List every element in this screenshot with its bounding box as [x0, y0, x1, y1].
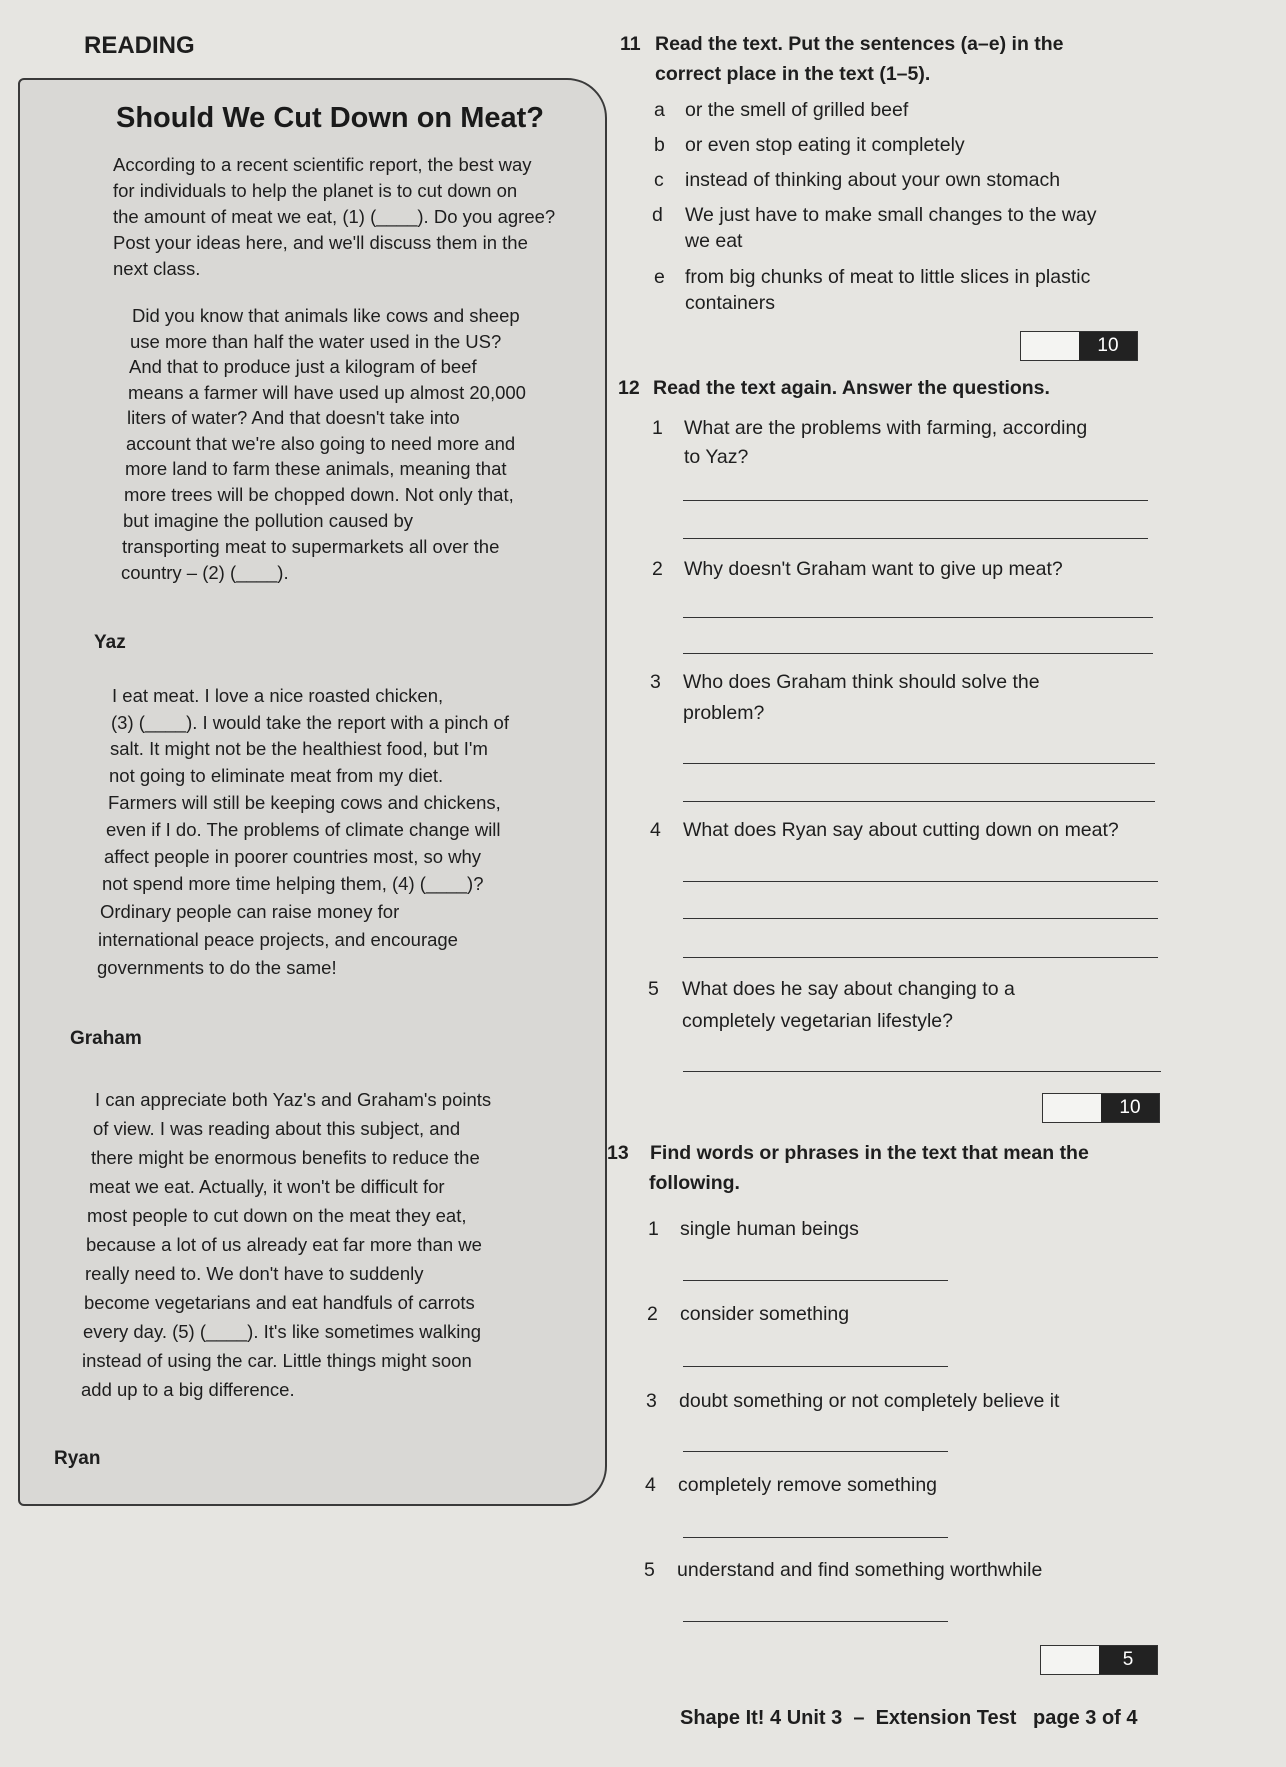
author-graham: Graham [70, 1028, 142, 1049]
score-box-12 [1042, 1093, 1160, 1123]
exercise-11-number: 11 [620, 33, 641, 55]
question-text: What are the problems with farming, according [684, 417, 1088, 439]
score-total: 5 [1099, 1646, 1157, 1674]
answer-line[interactable] [683, 1071, 1161, 1072]
ryan-line: because a lot of us already eat far more than we [86, 1234, 482, 1255]
ryan-line: I can appreciate both Yaz's and Graham's points [95, 1089, 492, 1110]
yaz-line: transporting meat to supermarkets all over the [122, 536, 500, 557]
answer-line[interactable] [683, 1537, 948, 1538]
graham-line: Ordinary people can raise money for [100, 901, 400, 922]
score-box-13 [1040, 1645, 1158, 1675]
option-text: we eat [685, 230, 743, 252]
intro-line: Post your ideas here, and we'll discuss them in the [113, 232, 528, 253]
item-text: single human beings [680, 1218, 859, 1240]
option-text: containers [685, 292, 775, 314]
question-text: Who does Graham think should solve the [683, 671, 1040, 693]
answer-line[interactable] [683, 1280, 948, 1281]
yaz-line: country – (2) (____). [121, 562, 289, 583]
graham-line: (3) (____). I would take the report with a pinch of [111, 712, 509, 733]
section-title: READING [84, 32, 195, 59]
answer-line[interactable] [683, 1366, 948, 1367]
question-text: What does he say about changing to a [682, 978, 1015, 1000]
ryan-line: most people to cut down on the meat they eat, [87, 1205, 467, 1226]
ryan-line: instead of using the car. Little things might soon [82, 1350, 472, 1371]
yaz-line: use more than half the water used in the US? [130, 331, 502, 352]
item-text: completely remove something [678, 1474, 938, 1496]
question-text: to Yaz? [684, 446, 749, 468]
exercise-11-instruction: Read the text. Put the sentences (a–e) in the [655, 33, 1064, 55]
item-text: doubt something or not completely believe it [679, 1390, 1060, 1412]
score-total: 10 [1079, 332, 1137, 360]
graham-line: affect people in poorer countries most, so why [104, 846, 482, 867]
answer-line[interactable] [683, 617, 1153, 618]
score-box-11 [1020, 331, 1138, 361]
answer-line[interactable] [683, 763, 1155, 764]
yaz-line: means a farmer will have used up almost 20,000 [128, 382, 526, 403]
score-input[interactable] [1043, 1094, 1101, 1122]
graham-line: international peace projects, and encourage [98, 929, 458, 950]
answer-line[interactable] [683, 918, 1158, 919]
question-text: Why doesn't Graham want to give up meat? [684, 558, 1063, 580]
intro-line: next class. [113, 258, 201, 279]
item-number: 2 [647, 1303, 658, 1325]
answer-line[interactable] [683, 1451, 948, 1452]
option-letter: b [654, 134, 665, 156]
item-number: 1 [648, 1218, 659, 1240]
ryan-line: of view. I was reading about this subject, and [93, 1118, 461, 1139]
option-text: We just have to make small changes to the way [685, 204, 1097, 226]
graham-line: salt. It might not be the healthiest food, but I'm [110, 738, 488, 759]
exercise-13-instruction: following. [649, 1172, 740, 1194]
ryan-line: there might be enormous benefits to reduce the [91, 1147, 480, 1168]
exercise-12-number: 12 [618, 377, 640, 399]
option-text: or even stop eating it completely [685, 134, 965, 156]
question-number: 3 [650, 671, 661, 693]
answer-line[interactable] [683, 500, 1148, 501]
item-number: 4 [645, 1474, 656, 1496]
author-yaz: Yaz [94, 632, 126, 653]
yaz-line: And that to produce just a kilogram of beef [129, 356, 477, 377]
yaz-line: liters of water? And that doesn't take into [127, 407, 460, 428]
graham-line: even if I do. The problems of climate change will [106, 819, 501, 840]
exercise-13-number: 13 [607, 1142, 629, 1164]
yaz-line: but imagine the pollution caused by [123, 510, 414, 531]
exercise-11-instruction: correct place in the text (1–5). [655, 63, 931, 85]
intro-line: the amount of meat we eat, (1) (____). Do you agree? [113, 206, 556, 227]
answer-line[interactable] [683, 538, 1148, 539]
ryan-line: every day. (5) (____). It's like sometimes walking [83, 1321, 481, 1342]
ryan-line: add up to a big difference. [81, 1379, 295, 1400]
graham-line: not spend more time helping them, (4) (____)? [102, 873, 484, 894]
answer-line[interactable] [683, 653, 1153, 654]
intro-line: for individuals to help the planet is to cut down on [113, 180, 518, 201]
option-letter: d [652, 204, 663, 226]
answer-line[interactable] [683, 801, 1155, 802]
score-total: 10 [1101, 1094, 1159, 1122]
option-text: from big chunks of meat to little slices in plastic [685, 266, 1091, 288]
graham-line: I eat meat. I love a nice roasted chicken, [112, 685, 444, 706]
yaz-line: account that we're also going to need more and [126, 433, 516, 454]
option-letter: c [654, 169, 664, 191]
ryan-line: really need to. We don't have to suddenly [85, 1263, 424, 1284]
item-text: consider something [680, 1303, 850, 1325]
question-number: 5 [648, 978, 659, 1000]
article-title: Should We Cut Down on Meat? [116, 102, 544, 134]
graham-line: not going to eliminate meat from my diet. [109, 765, 444, 786]
item-text: understand and find something worthwhile [677, 1559, 1043, 1581]
answer-line[interactable] [683, 881, 1158, 882]
score-input[interactable] [1021, 332, 1079, 360]
page-footer: Shape It! 4 Unit 3 – Extension Test page 3 of 4 [680, 1707, 1138, 1729]
question-text: completely vegetarian lifestyle? [682, 1010, 953, 1032]
item-number: 5 [644, 1559, 655, 1581]
yaz-line: Did you know that animals like cows and sheep [132, 305, 520, 326]
ryan-line: meat we eat. Actually, it won't be difficult for [89, 1176, 445, 1197]
answer-line[interactable] [683, 957, 1158, 958]
score-input[interactable] [1041, 1646, 1099, 1674]
author-ryan: Ryan [54, 1448, 101, 1469]
question-number: 2 [652, 558, 663, 580]
question-number: 1 [652, 417, 663, 439]
graham-line: governments to do the same! [97, 957, 337, 978]
question-text: problem? [683, 702, 765, 724]
intro-line: According to a recent scientific report, the best way [113, 154, 532, 175]
answer-line[interactable] [683, 1621, 948, 1622]
option-text: instead of thinking about your own stomach [685, 169, 1061, 191]
exercise-12-instruction: Read the text again. Answer the questions. [653, 377, 1050, 399]
graham-line: Farmers will still be keeping cows and chickens, [108, 792, 501, 813]
exercise-13-instruction: Find words or phrases in the text that mean the [650, 1142, 1089, 1164]
item-number: 3 [646, 1390, 657, 1412]
option-text: or the smell of grilled beef [685, 99, 909, 121]
option-letter: a [654, 99, 665, 121]
question-text: What does Ryan say about cutting down on meat? [683, 819, 1119, 841]
yaz-line: more land to farm these animals, meaning that [125, 458, 507, 479]
option-letter: e [654, 266, 665, 288]
question-number: 4 [650, 819, 661, 841]
yaz-line: more trees will be chopped down. Not only that, [124, 484, 514, 505]
ryan-line: become vegetarians and eat handfuls of carrots [84, 1292, 475, 1313]
